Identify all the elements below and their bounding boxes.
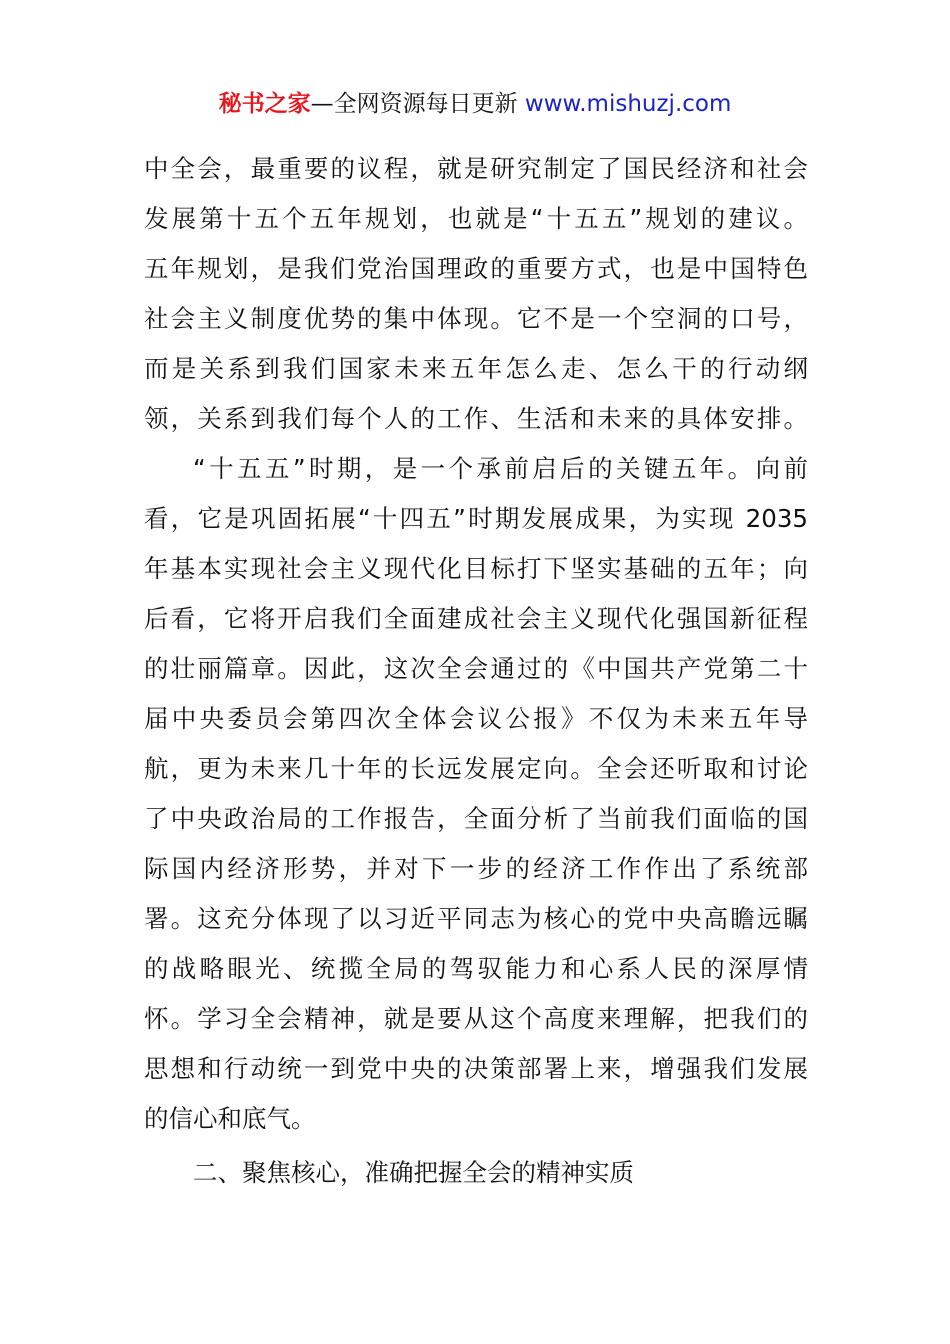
document-body [144, 144, 808, 1198]
site-url-link[interactable]: www.mishuzj.com [524, 91, 732, 117]
text-line: 领，关系到我们每个人的工作、生活和未来的具体安排。 [144, 404, 808, 433]
text-line: “十五五”时期，是一个承前启后的关键五年。向前 [193, 454, 808, 483]
site-brand: 秘书之家 [218, 91, 311, 117]
text-line: 看，它是巩固拓展“十四五”时期发展成果，为实现 2035 [144, 504, 808, 533]
text-line: 的信心和底气。 [144, 1104, 316, 1133]
text-line: 而是关系到我们国家未来五年怎么走、怎么干的行动纲 [144, 354, 808, 383]
site-tagline: —全网资源每日更新 [310, 91, 525, 117]
text-line: 五年规划，是我们党治国理政的重要方式，也是中国特色 [144, 254, 808, 283]
text-line: 怀。学习全会精神，就是要从这个高度来理解，把我们的 [144, 1004, 808, 1033]
site-header [0, 88, 950, 120]
text-line: 社会主义制度优势的集中体现。它不是一个空洞的口号， [144, 304, 808, 333]
text-line: 发展第十五个五年规划，也就是“十五五”规划的建议。 [144, 204, 808, 233]
section-heading: 二、聚焦核心，准确把握全会的精神实质 [193, 1158, 634, 1187]
text-line: 的壮丽篇章。因此，这次全会通过的《中国共产党第二十 [144, 654, 808, 683]
text-line: 际国内经济形势，并对下一步的经济工作作出了系统部 [144, 854, 808, 883]
text-line: 中全会，最重要的议程，就是研究制定了国民经济和社会 [144, 154, 808, 183]
text-line: 了中央政治局的工作报告，全面分析了当前我们面临的国 [144, 804, 808, 833]
text-line: 届中央委员会第四次全体会议公报》不仅为未来五年导 [144, 704, 808, 733]
paragraph-1 [144, 144, 808, 444]
paragraph-2 [144, 444, 808, 1144]
text-line: 的战略眼光、统揽全局的驾驭能力和心系人民的深厚情 [144, 954, 808, 983]
text-line: 思想和行动统一到党中央的决策部署上来，增强我们发展 [144, 1054, 808, 1083]
text-line: 年基本实现社会主义现代化目标打下坚实基础的五年；向 [144, 554, 808, 583]
text-line: 署。这充分体现了以习近平同志为核心的党中央高瞻远瞩 [144, 904, 808, 933]
text-line: 后看，它将开启我们全面建成社会主义现代化强国新征程 [144, 604, 808, 633]
text-line: 航，更为未来几十年的长远发展定向。全会还听取和讨论 [144, 754, 808, 783]
